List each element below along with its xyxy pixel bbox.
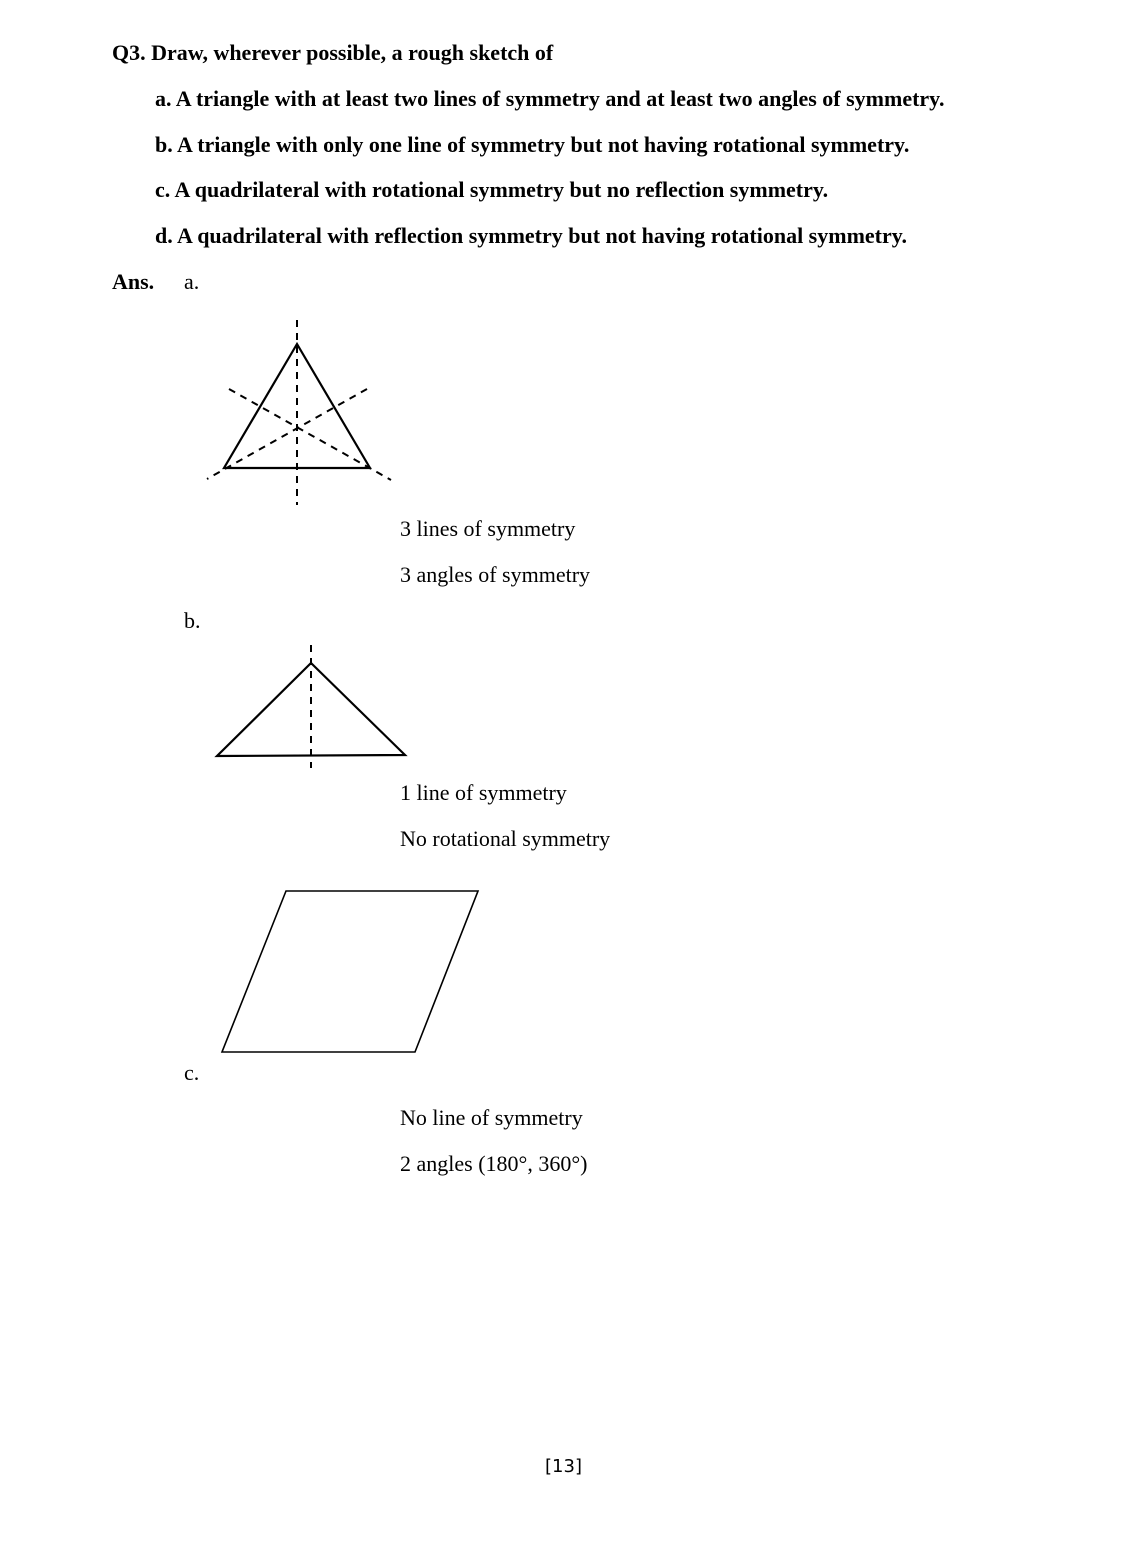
answer-part-c-note-2: 2 angles (180°, 360°) [400, 1151, 588, 1176]
question-item-b: b. A triangle with only one line of symmetry but not having rotational symmetry. [155, 132, 910, 157]
parallelogram-outline [222, 891, 478, 1052]
page-number: [13] [545, 1456, 582, 1477]
question-item-d: d. A quadrilateral with reflection symmetry but not having rotational symmetry. [155, 223, 908, 248]
answer-part-a-note-2: 3 angles of symmetry [400, 562, 591, 587]
answer-part-c-label: c. [184, 1060, 200, 1085]
answer-part-a-note-1: 3 lines of symmetry [400, 516, 576, 541]
question-item-a: a. A triangle with at least two lines of symmetry and at least two angles of symmetry. [155, 86, 945, 111]
question-title: Q3. Draw, wherever possible, a rough sketch of [112, 40, 554, 65]
answer-part-c-note-1: No line of symmetry [400, 1105, 583, 1130]
answer-part-a-label: a. [184, 269, 200, 294]
answer-label: Ans. [112, 269, 155, 294]
answer-part-b-note-1: 1 line of symmetry [400, 780, 567, 805]
answer-part-b-label: b. [184, 608, 201, 633]
question-item-c: c. A quadrilateral with rotational symmetry but no reflection symmetry. [155, 177, 829, 202]
answer-part-b-note-2: No rotational symmetry [400, 826, 611, 851]
